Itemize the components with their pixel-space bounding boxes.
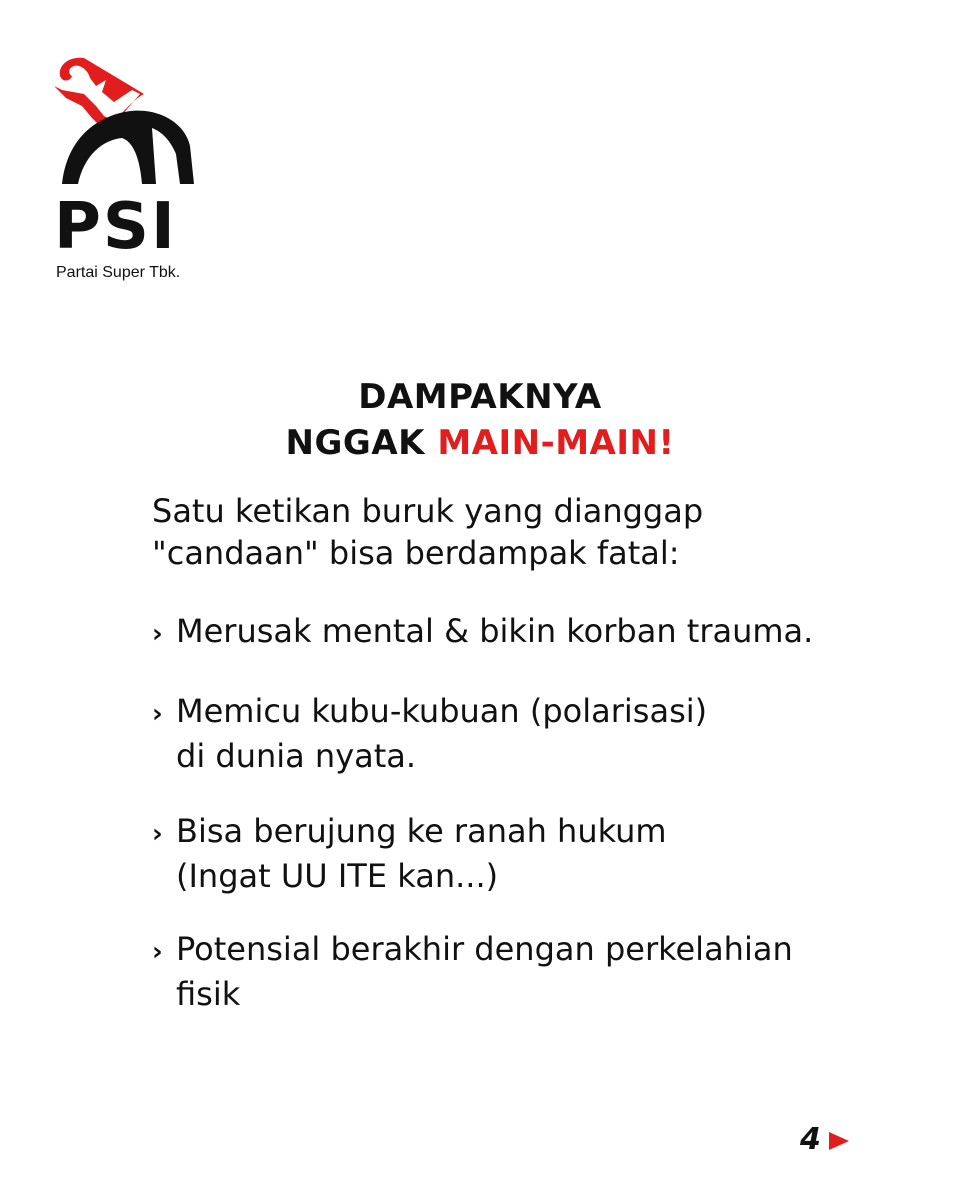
list-item — [152, 690, 707, 777]
chevron-right-icon: › — [152, 699, 163, 729]
psi-logo — [44, 50, 224, 290]
chevron-right-icon: › — [152, 619, 163, 649]
page-number: 4 — [800, 1122, 821, 1157]
list-item — [152, 810, 667, 897]
intro-text — [152, 490, 703, 574]
list-item-text: Potensial berakhir dengan perkelahian — [176, 930, 793, 968]
title-line-2-prefix: NGGAK — [285, 423, 438, 463]
list-item-text-continued: fisik — [176, 975, 241, 1013]
list-item-text-continued: di dunia nyata. — [176, 737, 417, 775]
elephant-logo-icon — [44, 50, 224, 270]
logo-wordmark: PSI — [54, 190, 177, 264]
page-title — [0, 374, 960, 466]
list-item-text: Merusak mental & bikin korban trauma. — [176, 612, 814, 650]
intro-line-2: "candaan" bisa berdampak fatal: — [152, 534, 680, 572]
title-accent: MAIN-MAIN! — [437, 423, 675, 463]
title-line-2 — [0, 420, 960, 466]
logo-tagline: Partai Super Tbk. — [56, 264, 181, 281]
chevron-right-icon: › — [152, 937, 163, 967]
list-item-text-continued: (Ingat UU ITE kan...) — [176, 857, 499, 895]
list-item-text: Bisa berujung ke ranah hukum — [176, 812, 667, 850]
title-line-1: DAMPAKNYA — [358, 377, 602, 417]
list-item — [152, 928, 793, 1015]
play-arrow-icon[interactable] — [828, 1130, 850, 1152]
chevron-right-icon: › — [152, 819, 163, 849]
intro-line-1: Satu ketikan buruk yang dianggap — [152, 492, 704, 530]
list-item — [152, 610, 813, 655]
list-item-text: Memicu kubu-kubuan (polarisasi) — [176, 692, 708, 730]
